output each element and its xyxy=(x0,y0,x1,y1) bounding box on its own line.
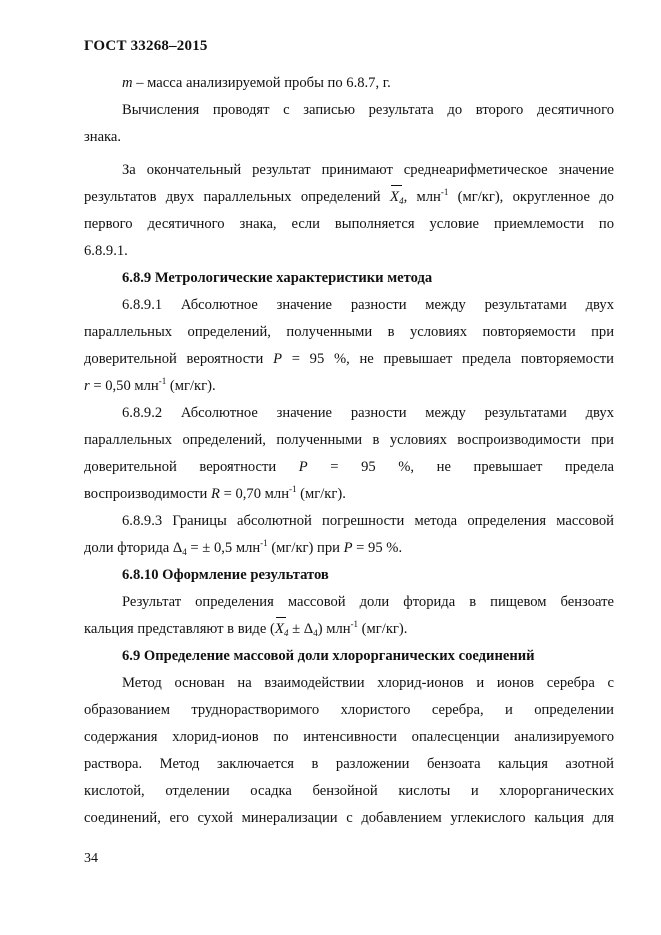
section-heading-69: 6.9 Определение массовой доли хлорорганических соединений xyxy=(122,648,535,664)
paragraph-6893 xyxy=(84,508,614,562)
symbol-p: P xyxy=(273,351,282,367)
document-body xyxy=(84,70,614,832)
paragraph-6892 xyxy=(84,400,614,508)
symbol-r: r xyxy=(84,378,90,394)
unit: млн xyxy=(416,189,441,205)
p69-line-3: содержания хлорид-ионов по интенсивности опалесценции анализируемого xyxy=(84,729,614,745)
p69-line-4: раствора. Метод заключается в разложении бензоата кальция азотной xyxy=(84,756,614,772)
calc-line-2: знака. xyxy=(84,129,122,145)
delta-subscript: 4 xyxy=(182,547,187,557)
calc-paragraph xyxy=(84,97,614,151)
unit: млн xyxy=(134,378,159,394)
final-line-1: За окончательный результат принимают среднеарифметическое значение xyxy=(122,162,614,178)
p6891-line-3-tail: = 95 %, не превышает предела повторяемости xyxy=(282,351,614,367)
p6891-line-4-tail: (мг/кг). xyxy=(166,378,216,394)
p6893-line-2 xyxy=(84,535,614,562)
delta-subscript: 4 xyxy=(313,628,318,638)
p6892-line-1: 6.8.9.2 Абсолютное значение разности между результатами двух xyxy=(122,405,614,421)
unit: млн xyxy=(235,540,261,556)
p6810-line-2-tail: (мг/кг). xyxy=(358,621,408,637)
mass-definition-text: – масса анализируемой пробы по 6.8.7, г. xyxy=(132,75,391,91)
paragraph-69 xyxy=(84,670,614,832)
section-heading-6810: 6.8.10 Оформление результатов xyxy=(122,567,329,583)
symbol-p: P xyxy=(298,459,308,475)
plus-minus: ± xyxy=(288,621,304,637)
p69-line-2: образованием труднорастворимого хлористого серебра, и определении xyxy=(84,702,614,718)
symbol-p: P xyxy=(343,540,353,556)
mean-x-subscript: 4 xyxy=(283,628,289,638)
p6892-line-4-text: воспроизводимости xyxy=(84,486,212,502)
mean-x-subscript: 4 xyxy=(399,196,404,206)
p6810-line-2 xyxy=(84,616,614,643)
R-value: = 0,70 xyxy=(219,486,265,502)
comma: , xyxy=(403,189,417,205)
unit-exponent: -1 xyxy=(260,538,268,548)
final-result-paragraph xyxy=(84,157,614,265)
page-number: 34 xyxy=(84,851,98,866)
unit-exponent: -1 xyxy=(350,619,359,629)
p6893-line-2-tail: = 95 %. xyxy=(352,540,403,556)
p6891-line-2: параллельных определений, полученными в условиях повторяемости при xyxy=(84,324,614,340)
mean-x-symbol xyxy=(275,616,289,643)
final-line-3: первого десятичного знака, если выполняется условие приемлемости по xyxy=(84,216,614,232)
final-line-2-text: результатов двух параллельных определений xyxy=(84,189,390,205)
p6891-line-3 xyxy=(84,346,614,373)
mean-x-symbol xyxy=(390,184,404,211)
unit-exponent: -1 xyxy=(440,187,449,197)
p69-line-6: соединений, его сухой минерализации с добавлением углекислого кальция для xyxy=(84,810,614,826)
final-line-2 xyxy=(84,184,614,211)
p6810-line-1: Результат определения массовой доли фторида в пищевом бензоате xyxy=(122,594,614,610)
symbol-R: R xyxy=(211,486,220,502)
p6892-line-3-tail: = 95 %, не превышает предела xyxy=(307,459,614,475)
mean-x-letter: X xyxy=(274,621,284,637)
delta-value: = ± 0,5 xyxy=(186,540,236,556)
p6892-line-4 xyxy=(84,481,614,508)
r-value: = 0,50 xyxy=(89,378,135,394)
mean-x-letter: X xyxy=(389,189,400,205)
final-line-2-tail: (мг/кг), округленное до xyxy=(448,189,614,205)
p6892-line-2: параллельных определений, полученными в условиях воспроизводимости при xyxy=(84,432,614,448)
unit: млн xyxy=(326,621,351,637)
p6891-line-3-text: доверительной вероятности xyxy=(84,351,274,367)
p6810-line-2-text: кальция представляют в виде ( xyxy=(84,621,275,637)
p6893-line-1: 6.8.9.3 Границы абсолютной погрешности метода определения массовой xyxy=(122,513,614,529)
p6892-line-3 xyxy=(84,454,614,481)
final-line-4: 6.8.9.1. xyxy=(84,243,128,259)
p6891-line-4 xyxy=(84,373,614,400)
section-heading-689: 6.8.9 Метрологические характеристики метода xyxy=(122,270,433,286)
closing-paren: ) xyxy=(317,621,327,637)
unit-exponent: -1 xyxy=(158,376,167,386)
symbol-m: m xyxy=(122,75,133,91)
delta-symbol: Δ xyxy=(303,621,314,637)
p6891-line-1: 6.8.9.1 Абсолютное значение разности между результатами двух xyxy=(122,297,614,313)
p6893-line-2-text: доли фторида xyxy=(84,540,173,556)
document-header: ГОСТ 33268–2015 xyxy=(84,38,208,54)
calc-line-1: Вычисления проводят с записью результата до второго десятичного xyxy=(122,102,614,118)
paragraph-6891 xyxy=(84,292,614,400)
mass-definition-line xyxy=(84,70,614,97)
p6892-line-4-tail: (мг/кг). xyxy=(296,486,346,502)
unit: млн xyxy=(264,486,289,502)
p6893-line-2-mid: (мг/кг) при xyxy=(267,540,344,556)
p69-line-1: Метод основан на взаимодействии хлорид-ионов и ионов серебра с xyxy=(122,675,614,691)
p6892-line-3-text: доверительной вероятности xyxy=(84,459,299,475)
p69-line-5: кислотой, отделении осадка бензойной кислоты и хлорорганических xyxy=(84,783,614,799)
paragraph-6810 xyxy=(84,589,614,643)
delta-symbol: Δ xyxy=(172,540,183,556)
unit-exponent: -1 xyxy=(289,484,297,494)
